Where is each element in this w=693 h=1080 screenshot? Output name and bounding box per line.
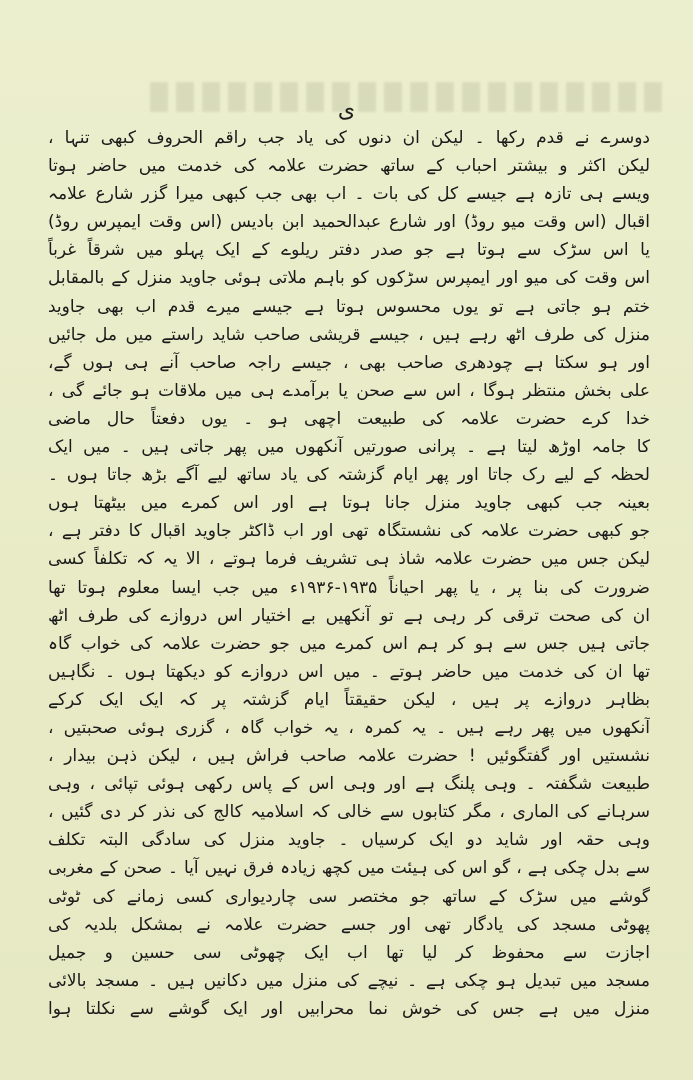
- text-line: نشستیں اور گفتگوئیں ! حضرت علامہ صاحب فراش ہیں ، لیکن ذہن بیدار ،: [48, 746, 650, 767]
- text-line: ضرورت کی بنا پر ، یا پھر احیاناً ۱۹۳۵-۱۹۳۶ء میں جب ایسا معلوم ہوتا تھا: [48, 577, 650, 598]
- text-line: ختم ہو جاتی ہے تو یوں محسوس ہوتا ہے جیسے میرے قدم اب بھی جاوید: [48, 296, 650, 317]
- text-line: منزل کی طرف اٹھ رہے ہیں ، جیسے قریشی صاحب شاید راستے میں مل جائیں: [48, 324, 650, 345]
- text-line: پھوٹی مسجد کی یادگار تھی اور جسے حضرت علامہ نے بمشکل بلدیہ کی: [48, 914, 650, 935]
- page-number: ی: [337, 98, 356, 123]
- text-line: اس وقت کی میو اور ایمپرس سڑکوں کو باہم ملاتی ہوئی جاوید منزل کے بالمقابل: [48, 268, 650, 289]
- text-line: اقبال (اس وقت میو روڈ) اور شارع عبدالحمید ابن بادیس (اس وقت ایمپرس روڈ): [48, 212, 650, 233]
- text-line: ویسے ہی تازہ ہے جیسے کل کی بات ۔ اب بھی جب کبھی میرا گزر شارع علامہ: [48, 184, 650, 205]
- text-line: دوسرے نے قدم رکھا ۔ لیکن ان دنوں کی یاد جب راقم الحروف کبھی تنہا ،: [48, 128, 650, 148]
- text-line: اور ہو سکتا ہے چودھری صاحب بھی ، جیسے راجہ صاحب آنے ہی ہوں گے،: [48, 352, 650, 373]
- text-line: سے بدل چکی ہے ، گو اس کی ہیئت میں کچھ زیادہ فرق نہیں آیا ۔ صحن کے مغربی: [48, 858, 650, 879]
- text-line: کا جامہ اوڑھ لیتا ہے ۔ پرانی صورتیں آنکھوں میں پھر جاتی ہیں ۔ میں ایک: [48, 437, 650, 458]
- text-line: علی بخش منتظر ہوگا ، اس سے صحن یا برآمدے ہی میں ملاقات ہو جائے گی ،: [48, 380, 650, 401]
- text-line: طبیعت شگفتہ ۔ وہی پلنگ ہے اور وہی اس کے پاس رکھی ہوئی تپائی ، وہی: [48, 774, 650, 795]
- text-line: گوشے میں سڑک کے ساتھ جو مختصر سی چاردیواری کسی زمانے کی ٹوٹی: [48, 886, 650, 907]
- text-line: جاتی ہیں جس سے ہو کر ہم اس کمرے میں جو حضرت علامہ کی خواب گاہ: [48, 633, 650, 654]
- text-line: تھا ان کی خدمت میں حاضر ہوتے ۔ میں اس دروازے کو دیکھتا ہوں ۔ نگاہیں: [48, 661, 650, 682]
- text-line: سرہانے کی الماری ، مگر کتابوں سے خالی کہ اسلامیہ کالج کی نذر کر دی گئیں ،: [48, 802, 650, 823]
- text-line: ان کی صحت ترقی کر رہی ہے تو آنکھیں بے اختیار اس دروازے کی طرف اٹھ: [48, 605, 650, 626]
- text-line: لیکن جس میں حضرت علامہ شاذ ہی تشریف فرما ہوتے ، الا یہ کہ تکلفاً کسی: [48, 549, 650, 570]
- body-text: [48, 124, 650, 1023]
- text-line: جو کبھی حضرت علامہ کی نشستگاہ تھی اور اب ڈاکٹر جاوید اقبال کا دفتر ہے ،: [48, 521, 650, 542]
- text-line: بعینہ جب کبھی جاوید منزل جانا ہوتا ہے اور اس کمرے میں بیٹھتا ہوں: [48, 493, 650, 514]
- text-line: خدا کرے حضرت علامہ کی طبیعت اچھی ہو ۔ یوں دفعتاً حال ماضی: [48, 408, 650, 429]
- text-line: آنکھوں میں پھر رہے ہیں ۔ یہ کمرہ ، یہ خواب گاہ ، گزری ہوئی صحبتیں ،: [48, 717, 650, 738]
- text-line: لیکن اکثر و بیشتر احباب کے ساتھ حضرت علامہ کی خدمت میں حاضر ہوتا: [48, 156, 650, 177]
- text-line: وہی حقہ اور شاید دو ایک کرسیاں ۔ جاوید منزل کی سادگی البتہ تکلف: [48, 830, 650, 851]
- text-line: لحظہ کے لیے رک جاتا اور پھر ایام گزشتہ کی یاد ساتھ لیے آگے بڑھ جاتا ہوں ۔: [48, 465, 650, 486]
- text-line: بظاہر دروازے پر ہیں ، لیکن حقیقتاً ایام گزشتہ پر کہ ایک ایک کرکے: [48, 689, 650, 710]
- text-line: اجازت سے محفوظ کر لیا تھا اب ایک چھوٹی سی حسین و جمیل: [48, 942, 650, 963]
- text-line: یا اس سڑک سے ہوتا ہے جو صدر دفتر ریلوے کے ایک پہلو میں شرقاً غرباً: [48, 240, 650, 261]
- text-line: منزل میں ہے جس کی خوش نما محرابیں اور ایک گوشے سے نکلتا ہوا: [48, 998, 650, 1019]
- text-line: مسجد میں تبدیل ہو چکی ہے ۔ نیچے کی منزل میں دکانیں ہیں ۔ مسجد بالائی: [48, 970, 650, 991]
